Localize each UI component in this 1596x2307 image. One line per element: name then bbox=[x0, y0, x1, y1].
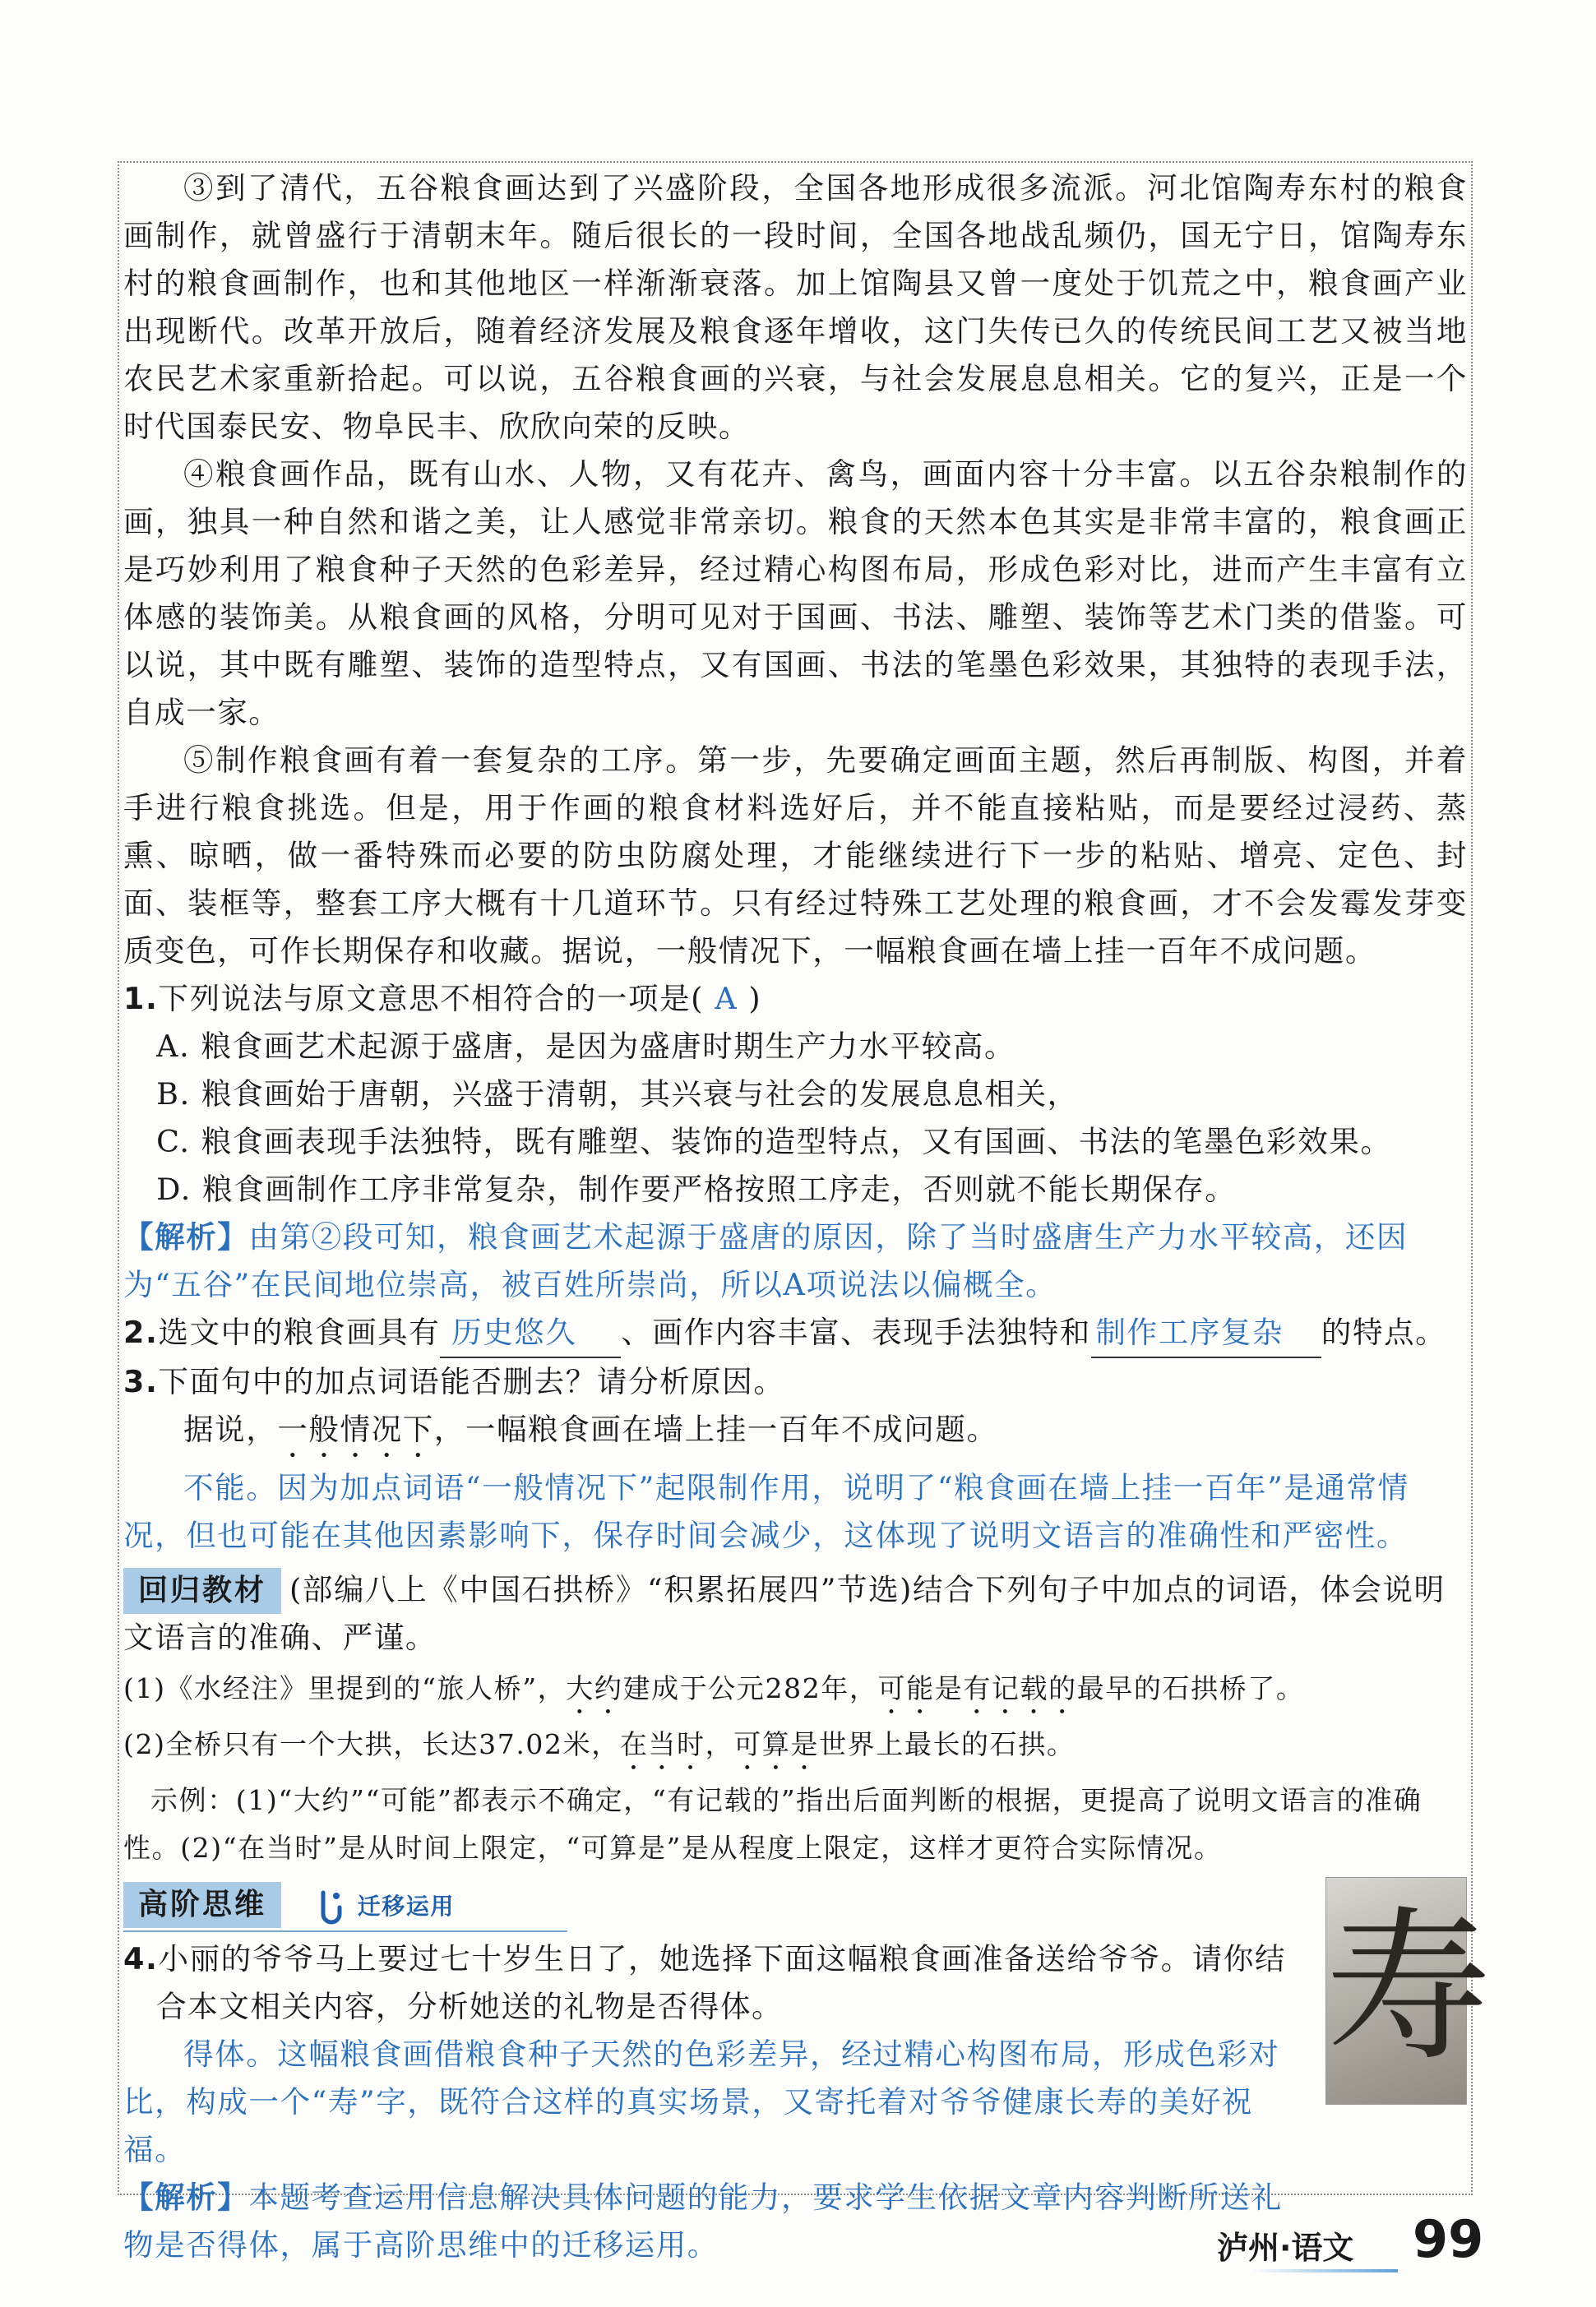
dotted-word: 在当时 bbox=[619, 1728, 705, 1760]
sentence-text: (1)《水经注》里提到的“旅人桥”， bbox=[123, 1672, 567, 1704]
section-intro: (部编八上《中国石拱桥》“积累拓展四”节选)结合下列句子中加点的词语，体会说明文语言的准确、严谨。 bbox=[123, 1572, 1446, 1655]
footer-accent-line bbox=[1250, 2269, 1398, 2272]
question-text: 、画作内容丰富、表现手法独特和 bbox=[621, 1315, 1091, 1350]
question-number: 3. bbox=[123, 1364, 159, 1399]
question-text: 的特点。 bbox=[1321, 1315, 1447, 1350]
question-3 bbox=[123, 1358, 1468, 1406]
page-content bbox=[123, 164, 1492, 2269]
badge-label: 迁移运用 bbox=[357, 1892, 455, 1920]
passage-paragraph-5: ⑤制作粮食画有着一套复杂的工序。第一步，先要确定画面主题，然后再制版、构图，并着手进行粮食挑选。但是，用于作画的粮食材料选好后，并不能直接粘贴，而是要经过浸药、蒸熏、晾晒，做一番特殊而必要的防虫防腐处理，才能继续进行下一步的粘贴、增亮、定色、封面、装框等，整套工序大概有十几道环节。只有经过特殊工艺处理的粮食画，才不会发霉发芽变质变色，可作长期保存和收藏。据说，一般情况下，一幅粮食画在墙上挂一百年不成问题。 bbox=[123, 742, 1468, 969]
analysis-tag: 【解析】 bbox=[123, 1219, 249, 1255]
question-stem: 小丽的爷爷马上要过七十岁生日了，她选择下面这幅粮食画准备送给爷爷。请你结合本文相关内容，分析她送的礼物是否得体。 bbox=[156, 1940, 1287, 2024]
question-1 bbox=[123, 975, 1468, 1023]
question-4-block bbox=[123, 1935, 1307, 2269]
sentence-text: 建成于公元282年， bbox=[622, 1672, 878, 1704]
sentence-text: 最早的石拱桥了。 bbox=[1076, 1672, 1305, 1704]
section-high-order bbox=[123, 1880, 567, 1932]
longevity-character: 寿 bbox=[1326, 1893, 1492, 2084]
analysis-text: 由第②段可知，粮食画艺术起源于盛唐的原因，除了当时盛唐生产力水平较高，还因为“五谷”在民间地位崇高，被百姓所崇尚，所以A项说法以偏概全。 bbox=[123, 1219, 1409, 1302]
dotted-word: 大约 bbox=[566, 1672, 623, 1704]
answer-q4: 得体。这幅粮食画借粮食种子天然的色彩差异，经过精心构图布局，形成色彩对比，构成一个“寿”字，既符合这样的真实场景，又寄托着对爷爷健康长寿的美好祝福。 bbox=[123, 2036, 1280, 2167]
page-number: 99 bbox=[1413, 2209, 1484, 2269]
option-a: A. 粮食画艺术起源于盛唐，是因为盛唐时期生产力水平较高。 bbox=[156, 1029, 1016, 1064]
analysis-q4 bbox=[123, 2174, 1307, 2269]
footer-subject: 泸州·语文 bbox=[1217, 2230, 1354, 2266]
dotted-phrase: 一般情况下 bbox=[277, 1412, 434, 1447]
analysis-text: 本题考查运用信息解决具体问题的能力，要求学生依据文章内容判断所送礼物是否得体，属于高阶思维中的迁移运用。 bbox=[123, 2179, 1283, 2263]
question-number: 4. bbox=[123, 1940, 159, 1976]
question-stem: 下列说法与原文意思不相符合的一项是( bbox=[158, 981, 705, 1016]
answer-blank-2: 制作工序复杂 bbox=[1091, 1309, 1321, 1358]
answer-blank-1: 历史悠久 bbox=[440, 1309, 621, 1358]
sentence-1 bbox=[123, 1665, 1468, 1721]
answer-q3: 不能。因为加点词语“一般情况下”起限制作用，说明了“粮食画在墙上挂一百年”是通常情况，但也可能在其他因素影响下，保存时间会减少，这体现了说明文语言的准确性和严密性。 bbox=[123, 1470, 1409, 1553]
sentence-text: 是 bbox=[934, 1672, 964, 1704]
sentence-2: (2)全桥只有一个大拱，长达37.02米，在当时，可算是世界上最长的石拱。 bbox=[123, 1728, 1076, 1760]
section-header: 高阶思维 bbox=[123, 1882, 281, 1928]
dotted-word: 可算是 bbox=[733, 1728, 820, 1760]
analysis-q1 bbox=[123, 1214, 1468, 1309]
quote-text: 据说， bbox=[183, 1412, 278, 1447]
transfer-badge bbox=[312, 1883, 455, 1930]
passage-paragraph-4: ④粮食画作品，既有山水、人物，又有花卉、禽鸟，画面内容十分丰富。以五谷杂粮制作的画，独具一种自然和谐之美，让人感觉非常亲切。粮食的天然本色其实是非常丰富的，粮食画正是巧妙利用了粮食种子天然的色彩差异，经过精心构图布局，形成色彩对比，进而产生丰富有立体感的装饰美。从粮食画的风格，分明可见对于国画、书法、雕塑、装饰等艺术门类的借鉴。可以说，其中既有雕塑、装饰的造型特点，又有国画、书法的笔墨色彩效果，其独特的表现手法，自成一家。 bbox=[123, 456, 1468, 730]
passage-paragraph-3: ③到了清代，五谷粮食画达到了兴盛阶段，全国各地形成很多流派。河北馆陶寿东村的粮食画制作，就曾盛行于清朝末年。随后很长的一段时间，全国各地战乱频仍，国无宁日，馆陶寿东村的粮食画制作，也和其他地区一样渐渐衰落。加上馆陶县又曾一度处于饥荒之中，粮食画产业出现断代。改革开放后，随着经济发展及粮食逐年增收，这门失传已久的传统民间工艺又被当地农民艺术家重新拾起。可以说，五谷粮食画的兴衰，与社会发展息息相关。它的复兴，正是一个时代国泰民安、物阜民丰、欣欣向荣的反映。 bbox=[123, 170, 1468, 444]
question-answer: A bbox=[704, 981, 749, 1016]
quote-text: ，一幅粮食画在墙上挂一百年不成问题。 bbox=[433, 1412, 998, 1447]
sentence-text: 世界上最长的石拱。 bbox=[819, 1728, 1076, 1760]
question-stem-end: ) bbox=[748, 981, 762, 1016]
question-4 bbox=[123, 1935, 1307, 2031]
option-b: B. 粮食画始于唐朝，兴盛于清朝，其兴衰与社会的发展息息相关， bbox=[156, 1076, 1079, 1112]
question-number: 1. bbox=[123, 981, 159, 1016]
question-stem: 下面句中的加点词语能否删去？请分析原因。 bbox=[158, 1364, 785, 1399]
section-header: 回归教材 bbox=[123, 1568, 281, 1614]
sentence-text: (2)全桥只有一个大拱，长达37.02米， bbox=[123, 1728, 620, 1760]
dotted-word: 有记载的 bbox=[963, 1672, 1077, 1704]
section-return-textbook bbox=[123, 1566, 1468, 1662]
transfer-icon bbox=[312, 1888, 348, 1927]
question-number: 2. bbox=[123, 1315, 159, 1350]
grain-painting-image bbox=[1325, 1877, 1492, 2105]
quoted-sentence bbox=[123, 1406, 1468, 1464]
option-c: C. 粮食画表现手法独特，既有雕塑、装饰的造型特点，又有国画、书法的笔墨色彩效果。 bbox=[156, 1124, 1392, 1159]
example-answer: 示例：(1)“大约”“可能”都表示不确定，“有记载的”指出后面判断的根据，更提高了说明文语言的准确性。(2)“在当时”是从时间上限定，“可算是”是从程度上限定，这样才更符合实际情况。 bbox=[123, 1784, 1423, 1864]
question-2 bbox=[123, 1309, 1468, 1358]
section-underline bbox=[123, 1930, 567, 1932]
dotted-word: 可能 bbox=[877, 1672, 935, 1704]
option-d: D. 粮食画制作工序非常复杂，制作要严格按照工序走，否则就不能长期保存。 bbox=[156, 1172, 1237, 1207]
question-text: 选文中的粮食画具有 bbox=[158, 1315, 441, 1350]
analysis-tag: 【解析】 bbox=[123, 2179, 249, 2215]
